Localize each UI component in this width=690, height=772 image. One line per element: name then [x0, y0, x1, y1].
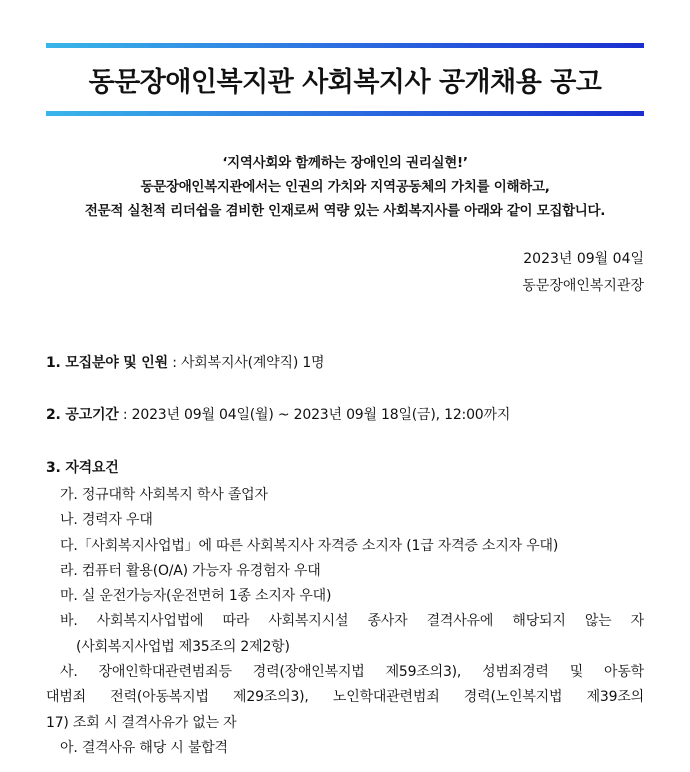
qualification-item: 바. 사회복지사업법에 따라 사회복지시설 종사자 결격사유에 해당되지 않는 자: [60, 613, 644, 630]
intro-line-1: 동문장애인복지관에서는 인권의 가치와 지역공동체의 가치를 이해하고,: [140, 179, 550, 195]
page-title: 동문장애인복지관 사회복지사 공개채용 공고: [88, 67, 602, 98]
intro-line-2: 전문적 실천적 리더쉽을 겸비한 인재로써 역량 있는 사회복지사를 아래와 같이 모집합니다.: [84, 203, 606, 219]
qualification-item: 가. 정규대학 사회복지 학사 졸업자: [60, 487, 268, 503]
intro-slogan: ‘지역사회와 함께하는 장애인의 권리실현!’: [222, 155, 468, 171]
qualification-item-continuation: 대범죄 전력(아동복지법 제29조의3), 노인학대관련범죄 경력(노인복지법 제39조의: [46, 689, 644, 706]
section-recruitment-heading: 1. 모집분야 및 인원: [46, 355, 168, 371]
section-recruitment: [46, 352, 324, 372]
qualification-item: 라. 컴퓨터 활용(O/A) 가능자 유경험자 우대: [60, 562, 321, 579]
section-qualifications-heading: 3. 자격요건: [46, 460, 119, 476]
qualification-item: 아. 결격사유 해당 시 불합격: [60, 739, 228, 756]
intro-paragraph: [0, 151, 690, 223]
qualification-item: 나. 경력자 우대: [60, 512, 153, 529]
section-qualifications: [46, 457, 119, 477]
qualification-item: 마. 실 운전가능자(운전면허 1종 소지자 우대): [60, 588, 332, 605]
announcement-date: 2023년 09월 04일: [523, 251, 644, 267]
section-period-value: : 2023년 09월 04일(월) ~ 2023년 09월 18일(금), 12:00까지: [118, 407, 511, 423]
qualification-item-continuation: 17) 조회 시 결격사유가 없는 자: [46, 714, 237, 731]
qualification-item: 사. 장애인학대관련범죄등 경력(장애인복지법 제59조의3), 성범죄경력 및 아동학: [60, 664, 644, 681]
section-period: [46, 404, 510, 424]
section-recruitment-value: : 사회복지사(계약직) 1명: [167, 355, 325, 371]
qualification-item-continuation: (사회복지사업법 제35조의 2제2항): [76, 638, 290, 655]
qualification-list: [46, 483, 644, 761]
bottom-divider-bar: [46, 111, 644, 116]
qualification-item: 다.「사회복지사업법」에 따른 사회복지사 자격증 소지자 (1급 자격증 소지자 우대): [60, 537, 559, 554]
issuer-name: 동문장애인복지관장: [522, 278, 644, 294]
section-period-heading: 2. 공고기간: [46, 407, 119, 423]
top-divider-bar: [46, 43, 644, 48]
